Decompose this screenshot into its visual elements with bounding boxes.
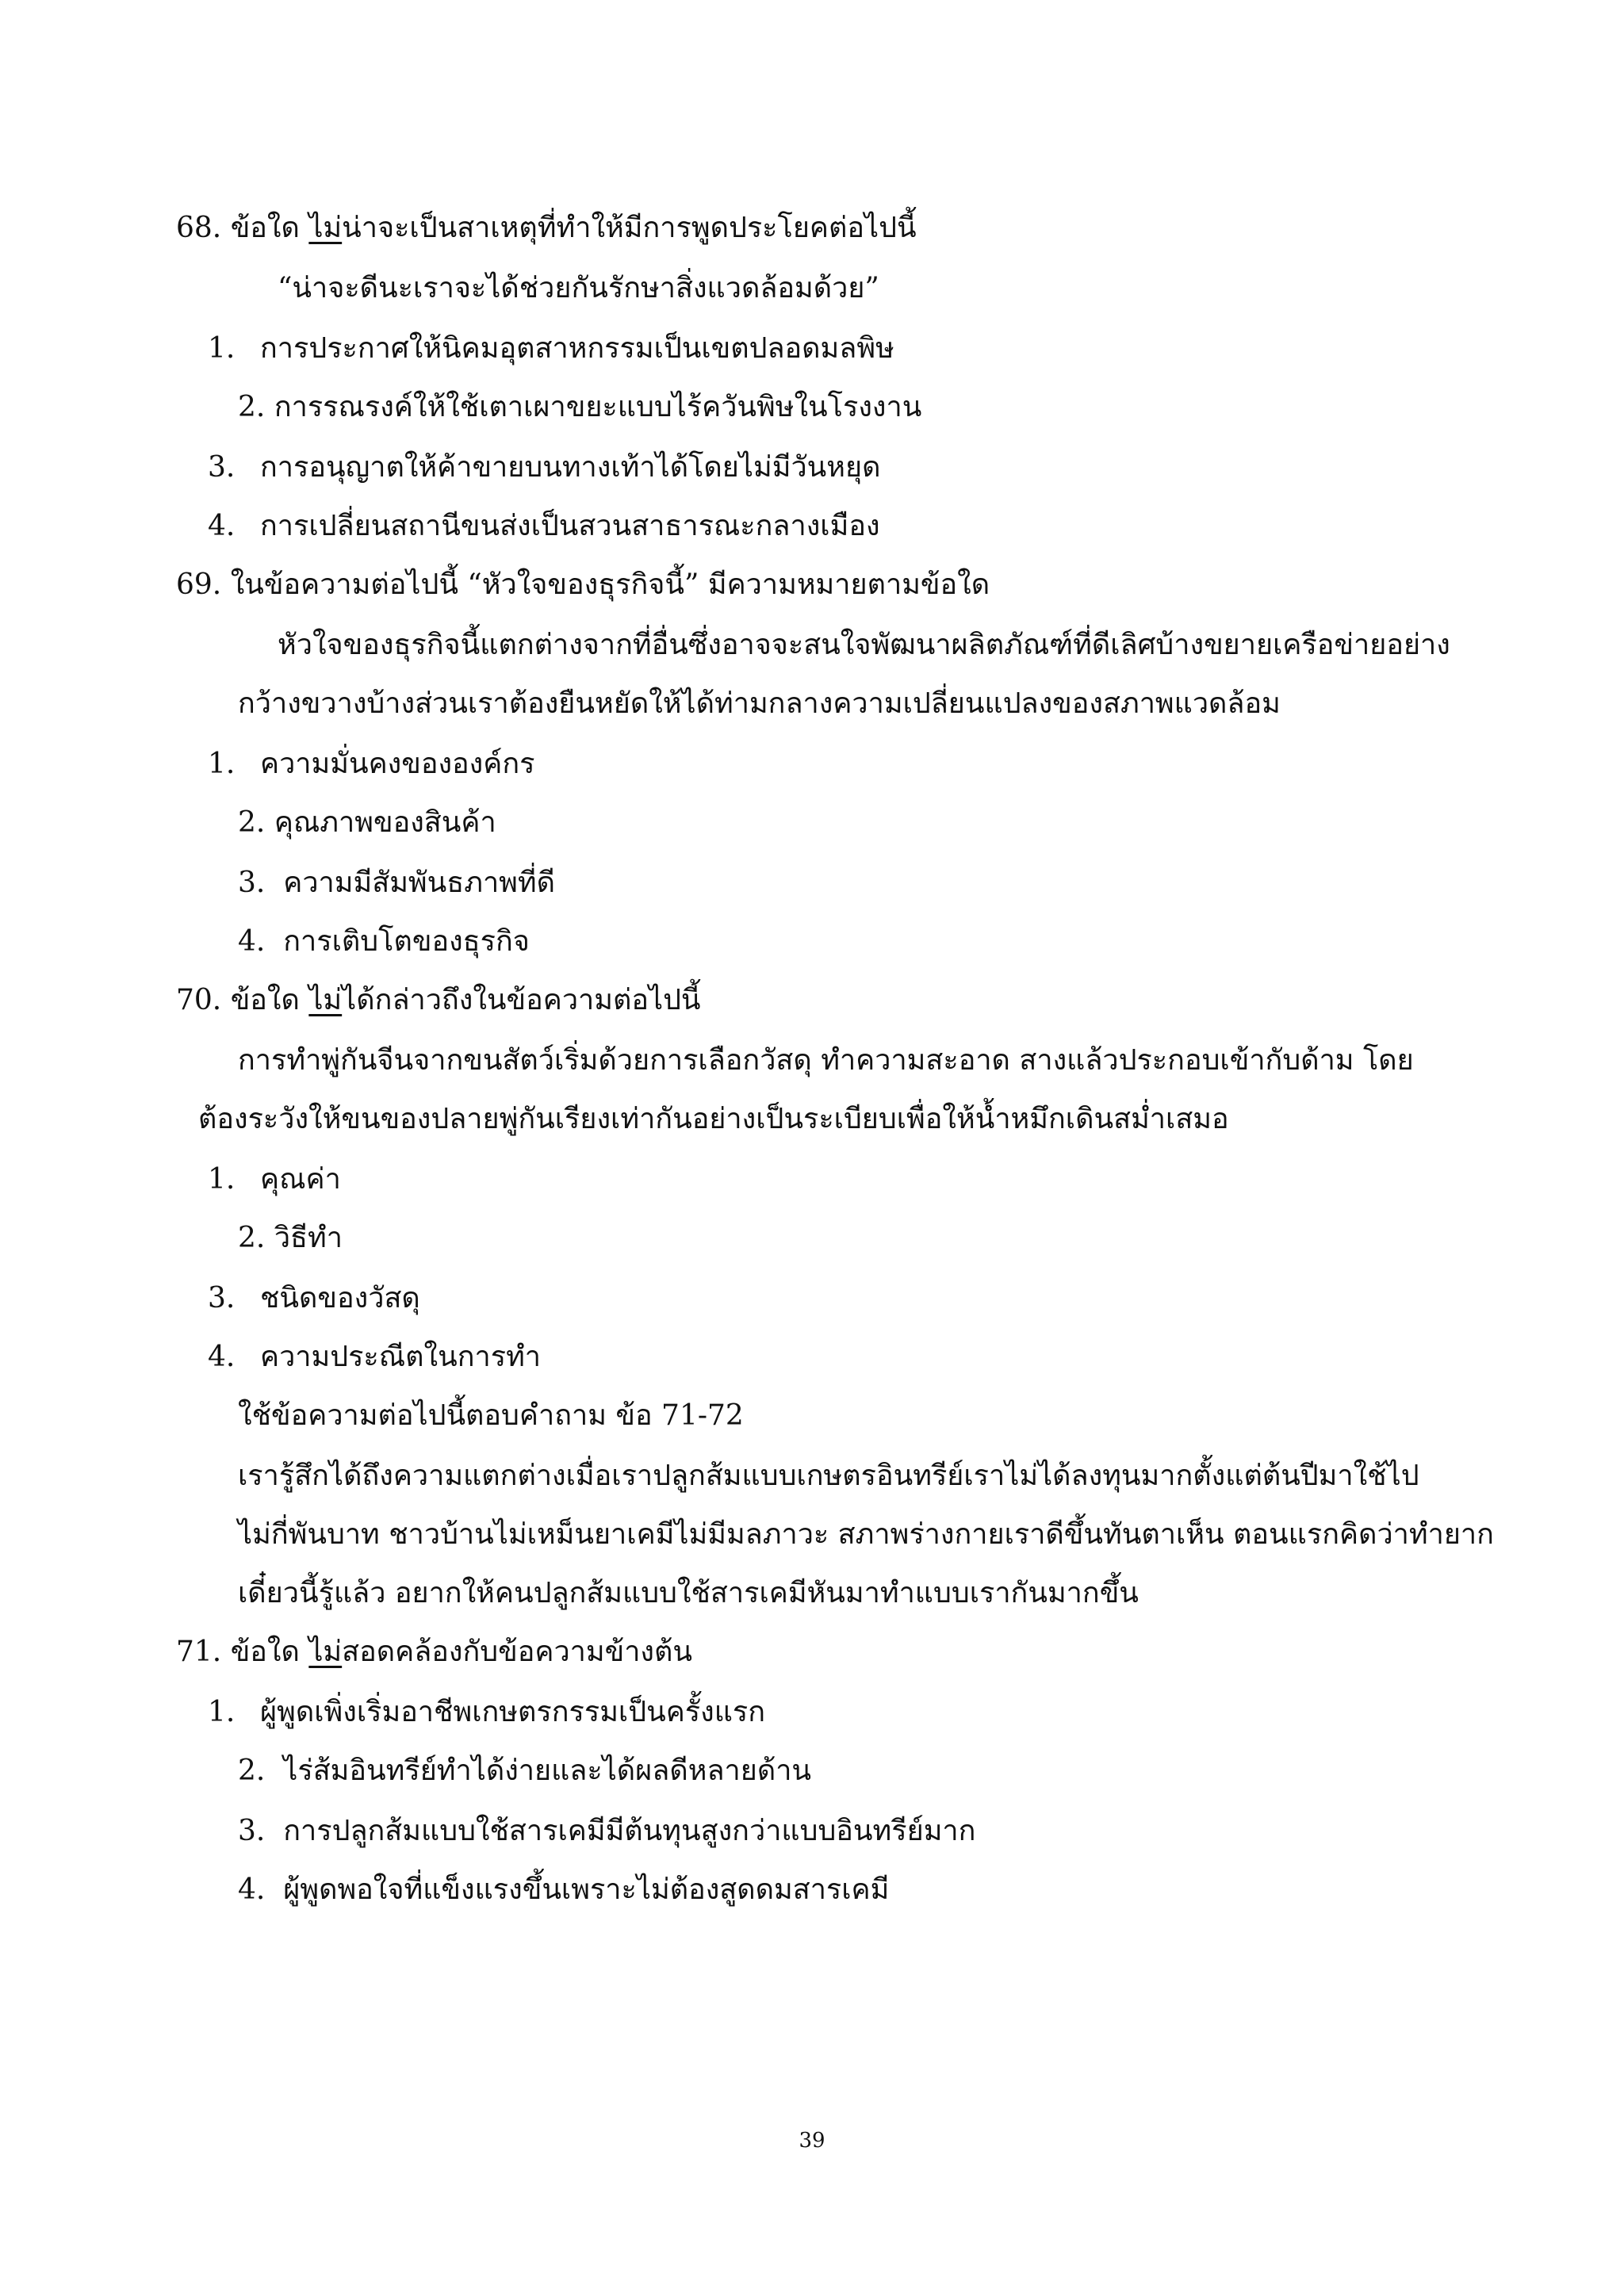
question-68-stem: 68. ข้อใด ไม่น่าจะเป็นสาเหตุที่ทำให้มีการพูดประโยคต่อไปนี้ <box>176 212 917 244</box>
question-69-option-3: 3. ความมีสัมพันธภาพที่ดี <box>238 867 556 899</box>
question-71-option-1: 1. ผู้พูดเพิ่งเริ่มอาชีพเกษตรกรรมเป็นครั้งแรก <box>208 1696 766 1728</box>
question-70-stem: 70. ข้อใด ไม่ได้กล่าวถึงในข้อความต่อไปนี้ <box>176 984 701 1016</box>
question-70-option-1: 1. คุณค่า <box>208 1163 341 1196</box>
question-68-option-3: 3. การอนุญาตให้ค้าขายบนทางเท้าได้โดยไม่มีวันหยุด <box>208 451 881 484</box>
passage-line-1: เรารู้สึกได้ถึงความแตกต่างเมื่อเราปลูกส้มแบบเกษตรอินทรีย์เราไม่ได้ลงทุนมากตั้งแต่ต้นปีมาใช้ไป <box>238 1460 1419 1492</box>
passage-line-2: ไม่กี่พันบาท ชาวบ้านไม่เหม็นยาเคมีไม่มีมลภาวะ สภาพร่างกายเราดีขึ้นทันตาเห็น ตอนแรกคิดว่าทำยาก <box>238 1518 1494 1551</box>
question-69-option-2: 2. คุณภาพของสินค้า <box>238 806 496 839</box>
passage-intro: ใช้ข้อความต่อไปนี้ตอบคำถาม ข้อ 71-72 <box>238 1399 744 1432</box>
question-71-option-2: 2. ไร่ส้มอินทรีย์ทำได้ง่ายและได้ผลดีหลายด้าน <box>238 1755 812 1787</box>
question-68-quote: “น่าจะดีนะเราจะได้ช่วยกันรักษาสิ่งแวดล้อมด้วย” <box>278 272 879 304</box>
underlined-word: ไม่ <box>308 984 343 1016</box>
question-70-passage-line-2: ต้องระวังให้ขนของปลายพู่กันเรียงเท่ากันอย่างเป็นระเบียบเพื่อให้น้ำหมึกเดินสม่ำเสมอ <box>198 1103 1229 1135</box>
underlined-word: ไม่ <box>308 1636 343 1668</box>
question-71-option-3: 3. การปลูกส้มแบบใช้สารเคมีมีต้นทุนสูงกว่าแบบอินทรีย์มาก <box>238 1815 976 1847</box>
question-71-option-4: 4. ผู้พูดพอใจที่แข็งแรงขึ้นเพราะไม่ต้องสูดดมสารเคมี <box>238 1873 890 1906</box>
question-70-option-2: 2. วิธีทำ <box>238 1222 343 1254</box>
question-69-passage-line-1: หัวใจของธุรกิจนี้แตกต่างจากที่อื่นซึ่งอาจจะสนใจพัฒนาผลิตภัณฑ์ที่ดีเลิศบ้างขยายเครือข่ายอย่าง <box>278 629 1450 661</box>
question-70-option-3: 3. ชนิดของวัสดุ <box>208 1282 420 1314</box>
question-68-option-1: 1. การประกาศให้นิคมอุตสาหกรรมเป็นเขตปลอดมลพิษ <box>208 332 894 365</box>
question-68-option-4: 4. การเปลี่ยนสถานีขนส่งเป็นสวนสาธารณะกลางเมือง <box>208 510 880 542</box>
question-70-option-4: 4. ความประณีตในการทำ <box>208 1341 542 1373</box>
page-number: 39 <box>799 2129 825 2152</box>
question-68-option-2: 2. การรณรงค์ให้ใช้เตาเผาขยะแบบไร้ควันพิษในโรงงาน <box>238 391 922 423</box>
question-71-stem: 71. ข้อใด ไม่สอดคล้องกับข้อความข้างต้น <box>176 1636 692 1668</box>
passage-line-3: เดี๋ยวนี้รู้แล้ว อยากให้คนปลูกส้มแบบใช้สารเคมีหันมาทำแบบเรากันมากขึ้น <box>238 1577 1139 1609</box>
question-69-stem: 69. ในข้อความต่อไปนี้ “หัวใจของธุรกิจนี้” มีความหมายตามข้อใด <box>176 568 990 601</box>
question-70-passage-line-1: การทำพู่กันจีนจากขนสัตว์เริ่มด้วยการเลือกวัสดุ ทำความสะอาด สางแล้วประกอบเข้ากับด้าม โดย <box>238 1044 1414 1077</box>
underlined-word: ไม่ <box>308 212 343 244</box>
question-69-passage-line-2: กว้างขวางบ้างส่วนเราต้องยืนหยัดให้ได้ท่ามกลางความเปลี่ยนแปลงของสภาพแวดล้อม <box>238 687 1281 720</box>
question-69-option-4: 4. การเติบโตของธุรกิจ <box>238 925 530 958</box>
question-69-option-1: 1. ความมั่นคงขององค์กร <box>208 748 535 780</box>
